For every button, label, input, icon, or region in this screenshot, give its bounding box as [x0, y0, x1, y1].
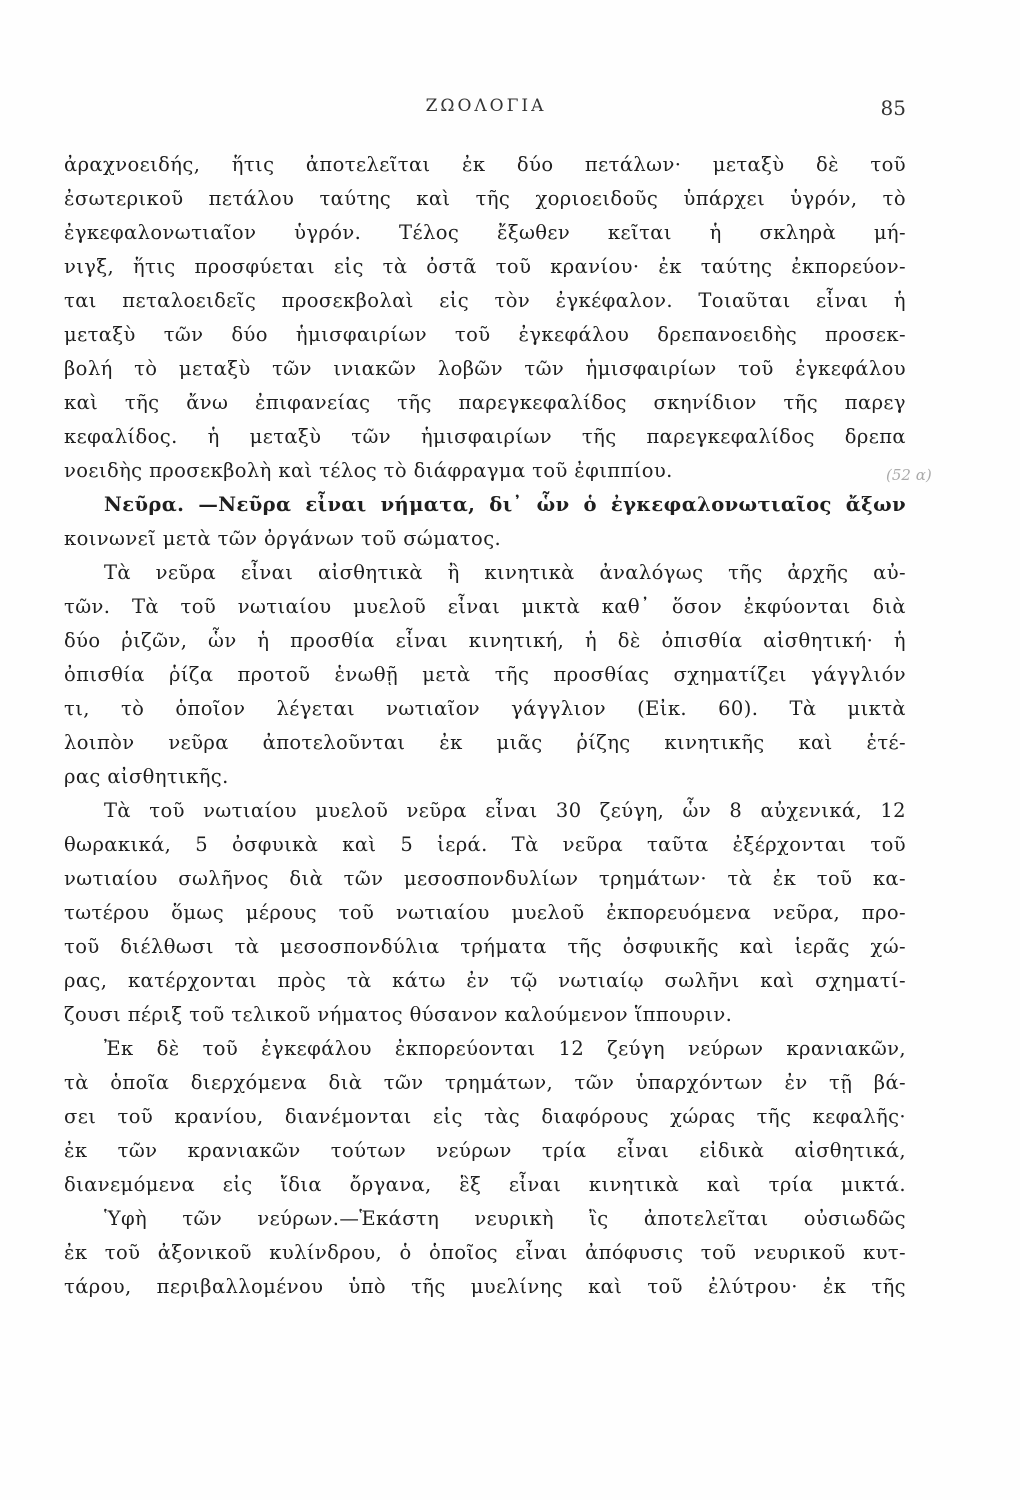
text-line: ἐκ τοῦ ἀξονικοῦ κυλίνδρου, ὁ ὁποῖος εἶναι ἀπόφυσις τοῦ νευρικοῦ κυτ- [64, 1241, 906, 1264]
text-line: νοειδὴς προσεκβολὴ καὶ τέλος τὸ διάφραγμα τοῦ ἐφιππίου. [64, 459, 673, 482]
section-heading-line: Νεῦρα. —Νεῦρα εἶναι νήματα, δι᾽ ὧν ὁ ἐγκεφαλονωτιαῖος ἄξων [104, 493, 906, 516]
text-line: τάρου, περιβαλλομένου ὑπὸ τῆς μυελίνης καὶ τοῦ ἐλύτρου· ἐκ τῆς [64, 1275, 906, 1298]
text-line: λοιπὸν νεῦρα ἀποτελοῦνται ἐκ μιᾶς ῥίζης κινητικῆς καὶ ἑτέ- [64, 731, 906, 754]
text-line: τοῦ διέλθωσι τὰ μεσοσπονδύλια τρήματα τῆς ὀσφυικῆς καὶ ἱερᾶς χώ- [64, 935, 906, 958]
text-line: ζουσι πέριξ τοῦ τελικοῦ νήματος θύσανον καλούμενον ἵππουριν. [64, 1003, 733, 1026]
text-line: τῶν. Τὰ τοῦ νωτιαίου μυελοῦ εἶναι μικτὰ καθ᾽ ὅσον ἐκφύονται διὰ [64, 595, 906, 618]
text-line: Τὰ νεῦρα εἶναι αἰσθητικὰ ἢ κινητικὰ ἀναλόγως τῆς ἀρχῆς αὐ- [104, 561, 906, 584]
text-line: βολή τὸ μεταξὺ τῶν ινιακῶν λοβῶν τῶν ἡμισφαιρίων τοῦ ἐγκεφάλου [64, 357, 906, 380]
text-line: ὀπισθία ῥίζα προτοῦ ἑνωθῇ μετὰ τῆς προσθίας σχηματίζει γάγγλιόν [64, 663, 906, 686]
text-line: σει τοῦ κρανίου, διανέμονται εἰς τὰς διαφόρους χώρας τῆς κεφαλῆς· [64, 1105, 906, 1128]
running-head: ΖΩΟΛΟΓΙΑ [425, 96, 547, 116]
page-number: 85 [880, 96, 906, 120]
text-line: νιγξ, ἥτις προσφύεται εἰς τὰ ὀστᾶ τοῦ κρανίου· ἐκ ταύτης ἐκπορεύον- [64, 255, 906, 278]
text-line: ἐσωτερικοῦ πετάλου ταύτης καὶ τῆς χοριοειδοῦς ὑπάρχει ὑγρόν, τὸ [64, 187, 906, 210]
page-header [66, 96, 906, 126]
text-line: τι, τὸ ὁποῖον λέγεται νωτιαῖον γάγγλιον (Εἰκ. 60). Τὰ μικτὰ [64, 697, 906, 720]
text-line: νωτιαίου σωλῆνος διὰ τῶν μεσοσπονδυλίων τρημάτων· τὰ ἐκ τοῦ κα- [64, 867, 906, 890]
text-line: ται πεταλοειδεῖς προσεκβολαὶ εἰς τὸν ἐγκέφαλον. Τοιαῦται εἶναι ἡ [64, 289, 906, 312]
text-line: μεταξὺ τῶν δύο ἡμισφαιρίων τοῦ ἐγκεφάλου δρεπανοειδὴς προσεκ- [64, 323, 906, 346]
text-line: τωτέρου ὅμως μέρους τοῦ νωτιαίου μυελοῦ ἐκπορευόμενα νεῦρα, προ- [64, 901, 906, 924]
text-line: κοινωνεῖ μετὰ τῶν ὀργάνων τοῦ σώματος. [64, 527, 502, 550]
text-line: ρας αἰσθητικῆς. [64, 765, 229, 788]
text-line: ἀραχνοειδής, ἥτις ἀποτελεῖται ἐκ δύο πετάλων· μεταξὺ δὲ τοῦ [64, 153, 906, 176]
text-line: ἐγκεφαλονωτιαῖον ὑγρόν. Τέλος ἔξωθεν κεῖται ἡ σκληρὰ μή- [64, 221, 906, 244]
text-line: καὶ τῆς ἄνω ἐπιφανείας τῆς παρεγκεφαλίδος σκηνίδιον τῆς παρεγ [64, 391, 906, 414]
text-line: διανεμόμενα εἰς ἴδια ὄργανα, ἓξ εἶναι κινητικὰ καὶ τρία μικτά. [64, 1173, 906, 1196]
text-line: δύο ῥιζῶν, ὧν ἡ προσθία εἶναι κινητική, ἡ δὲ ὀπισθία αἰσθητική· ἡ [64, 629, 906, 652]
text-line: θωρακικά, 5 ὀσφυικὰ καὶ 5 ἱερά. Τὰ νεῦρα ταῦτα ἐξέρχονται τοῦ [64, 833, 906, 856]
text-line: Ἐκ δὲ τοῦ ἐγκεφάλου ἐκπορεύονται 12 ζεύγη νεύρων κρανιακῶν, [104, 1037, 906, 1060]
text-line: ἐκ τῶν κρανιακῶν τούτων νεύρων τρία εἶναι εἰδικὰ αἰσθητικά, [64, 1139, 906, 1162]
body-text [64, 148, 906, 1304]
text-line: τὰ ὁποῖα διερχόμενα διὰ τῶν τρημάτων, τῶν ὑπαρχόντων ἐν τῇ βά- [64, 1071, 906, 1094]
text-line: ρας, κατέρχονται πρὸς τὰ κάτω ἐν τῷ νωτιαίῳ σωλῆνι καὶ σχηματί- [64, 969, 906, 992]
text-line: κεφαλίδος. ἡ μεταξὺ τῶν ἡμισφαιρίων τῆς παρεγκεφαλίδος δρεπα [64, 425, 906, 448]
margin-annotation: (52 α) [886, 466, 932, 484]
section-heading-line: Ὑφὴ τῶν νεύρων.—Ἑκάστη νευρικὴ ἲς ἀποτελεῖται οὐσιωδῶς [104, 1207, 906, 1230]
text-line: Τὰ τοῦ νωτιαίου μυελοῦ νεῦρα εἶναι 30 ζεύγη, ὧν 8 αὐχενικά, 12 [104, 799, 906, 822]
